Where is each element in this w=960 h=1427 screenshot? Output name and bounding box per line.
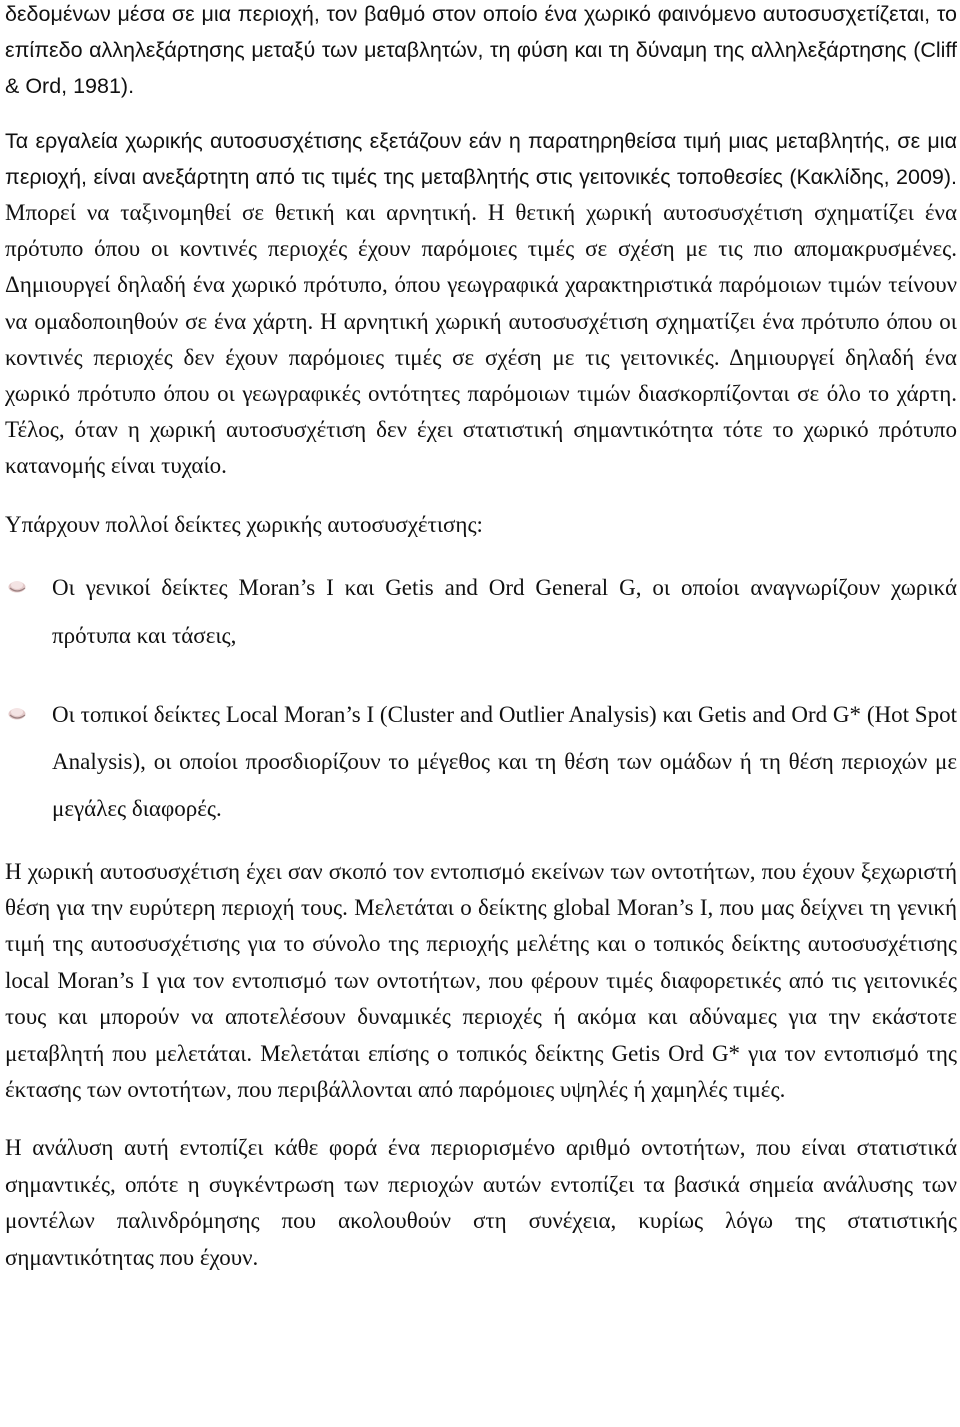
paragraph-text-rest: Μελετάται ο δείκτης global Moran’s I, που μας δείχνει τη γενική τιμή της αυτοσυσχέτισης για το σύνολο της περιοχής μελέτης και ο τοπικός δείκτης αυτοσυσχέτισης local Moran’s I για τον εντοπισμό των οντοτήτων, που φέρουν τιμές διαφορετικές από τις γειτονικές τους και μπορούν να αποτελέσουν δυναμικές περιοχές ή ακόμα και αδύναμες για την εκάστοτε μεταβλητή που μελετάται. Μελετάται επίσης ο τοπικός δείκτης Getis Ord G* για τον εντοπισμό της έκτασης των οντοτήτων, που περιβάλλονται από παρόμοιες υψηλές ή χαμηλές τιμές. [5,895,957,1103]
paragraph-spatial-autocorrelation-definition [5,0,957,105]
list-item [5,691,957,832]
paragraph-serif-text: Μπορεί να ταξινομηθεί σε θετική και αρνητική. Η θετική χωρική αυτοσυσχέτιση σχηματίζει ένα πρότυπο όπου οι κοντινές περιοχές έχουν παρόμοιες τιμές σε σχέση με τις πιο απομακρυσμένες. Δημιουργεί δηλαδή ένα χωρικό πρότυπο, όπου γεωγραφικά χαρακτηριστικά παρόμοιων τιμών τείνουν να ομαδοποιηθούν σε ένα χάρτη. Η αρνητική χωρική αυτοσυσχέτιση σχηματίζει ένα πρότυπο όπου οι κοντινές περιοχές δεν έχουν παρόμοιες τιμές σε σχέση με τις γειτονικές. Δημιουργεί δηλαδή ένα χωρικό πρότυπο όπου οι γεωγραφικές οντότητες παρόμοιων τιμών διασκορπίζονται σε όλο το χάρτη. Τέλος, όταν η χωρική αυτοσυσχέτιση δεν έχει στατιστική σημαντικότητα τότε το χωρικό πρότυπο κατανομής είναι τυχαίο. [5,200,957,479]
list-intro: Υπάρχουν πολλοί δείκτες χωρικής αυτοσυσχέτισης: [5,511,483,537]
document-page [5,0,957,1276]
paragraph-sans-text: Τα εργαλεία χωρικής αυτοσυσχέτισης εξετάζουν εάν η παρατηρηθείσα τιμή μιας μεταβλητής, σε μια περιοχή, είναι ανεξάρτητη από τις τιμές της μεταβλητής στις γειτονικές τοποθεσίες (Κακλίδης, 2009). [5,128,957,189]
paragraph-text: Η χωρική αυτοσυσχέτιση έχει σαν σκοπό τον εντοπισμό εκείνων των οντοτήτων, που έχουν ξεχωριστή θέση για την ευρύτερη περιοχή τους. [5,858,957,921]
list-item [5,564,957,660]
paragraph-text: δεδομένων μέσα σε μια περιοχή, τον βαθμό στον οποίο ένα χωρικό φαινόμενο αυτοσυσχετίζεται, το επίπεδο αλληλεξάρτησης μεταξύ των μεταβλητών, τη φύση και τη δύναμη της αλληλεξάρτησης (Cliff & Ord, 1981). [5,2,957,99]
bullet-icon [7,705,28,721]
paragraph-autocorrelation-tools [5,123,957,485]
list-item-text: Οι γενικοί δείκτες Moran’s I και Getis and Ord General G, οι οποίοι αναγνωρίζουν χωρικά πρότυπα και τάσεις, [52,574,957,648]
bullet-icon [7,578,28,594]
paragraph-final: Η ανάλυση αυτή εντοπίζει κάθε φορά ένα περιορισμένο αριθμό οντοτήτων, που είναι στατιστικά σημαντικές, οπότε η συγκέντρωση των περιοχών αυτών εντοπίζει τα βασικά σημεία ανάλυσης των μοντέλων παλινδρόμησης που ακολουθούν στη συνέχεια, κυρίως λόγω της στατιστικής σημαντικότητας που έχουν. [5,1135,957,1270]
indices-list [5,564,957,832]
list-item-text: Οι τοπικοί δείκτες Local Moran’s I (Cluster and Outlier Analysis) και Getis and Ord G* (Hot Spot Analysis), οι οποίοι προσδιορίζουν το μέγεθος και τη θέση των ομάδων ή τη θέση περιοχών με μεγάλες διαφορές. [52,701,957,821]
paragraph-purpose [5,854,957,1109]
